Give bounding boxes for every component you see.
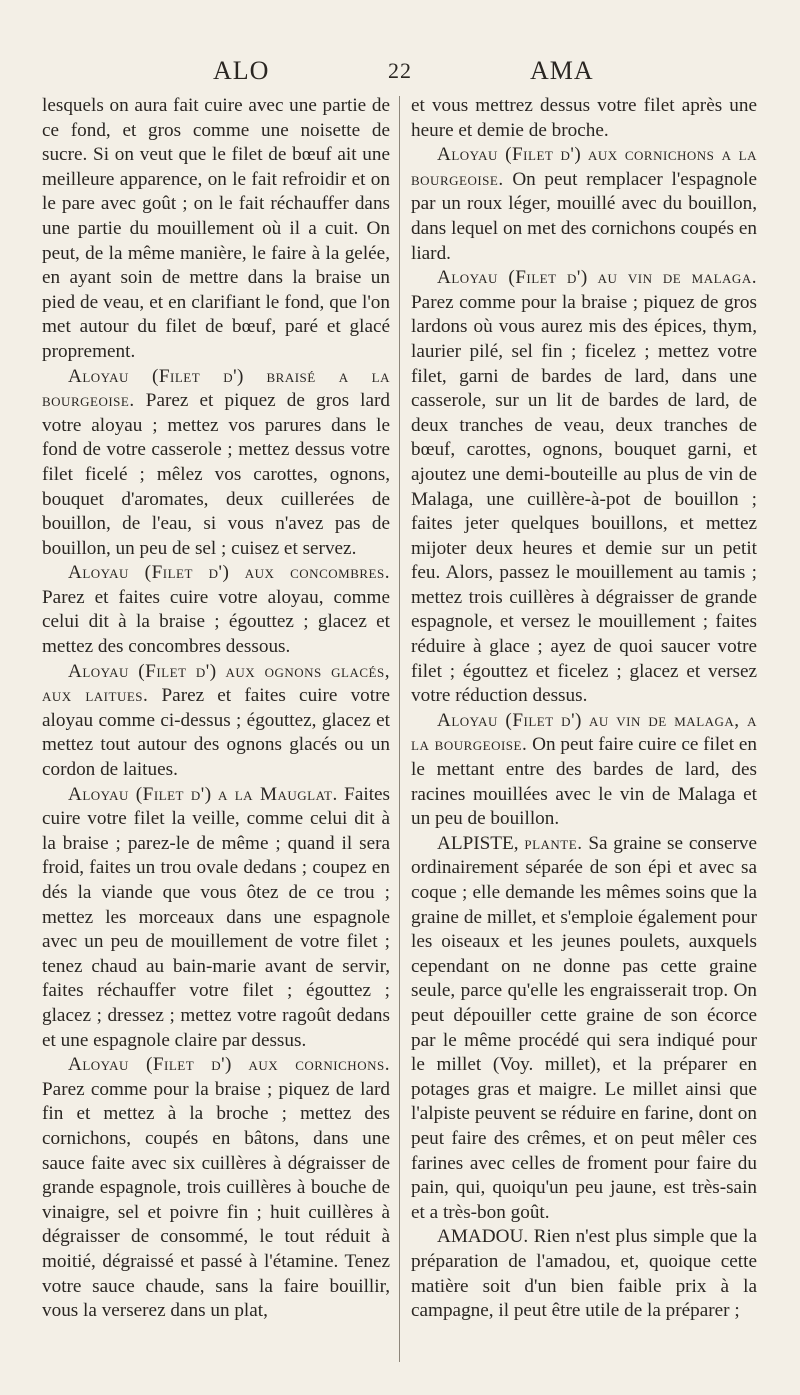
entry-text: On peut remplacer l'espagnole par un roux léger, mouillé avec du bouillon, dans lequel on met des cornichons coupés en liard. [411, 168, 757, 264]
running-head-left: ALO [213, 56, 270, 85]
entry [42, 783, 390, 1054]
entry-head: ALPISTE, [437, 832, 519, 854]
entry-head: Aloyau (Filet d') [68, 1054, 232, 1076]
entry-text: Rien n'est plus simple que la préparation de l'amadou, et, quoique cette matière soit d'un bien faible prix à la campagne, il peut être utile de la préparer ; [411, 1226, 757, 1322]
entry-subhead: au vin de malaga. [597, 267, 758, 289]
right-column [411, 94, 757, 1324]
paragraph-text: lesquels on aura fait cuire avec une partie de ce fond, et gros comme une noisette de sucre. Si on veut que le filet de bœuf ait une meilleure apparence, on le fait refroidir et on le pare avec goût ; on le fait réchauffer dans une partie du mouillement où il a cuit. On peut, de la même manière, le faire à la gelée, en ayant soin de mettre dans la braise un pied de veau, et en clarifiant le fond, que l'on met autour du filet de bœuf, paré et glacé proprement. [42, 95, 390, 362]
running-head [0, 56, 800, 86]
entry-head: Aloyau (Filet d') [437, 144, 582, 166]
entry [411, 266, 757, 709]
entry-subhead: braisé a la bourgeoise. [42, 365, 391, 412]
paragraph-text: et vous mettrez dessus votre filet après une heure et demie de broche. [411, 95, 757, 141]
entry-head: Aloyau (Filet d') [68, 660, 217, 682]
entry [411, 709, 757, 832]
entry-text: Faites cuire votre filet la veille, comme celui dit à la braise ; parez-le de même ; quand il sera froid, faites un trou ovale dedans ; coupez en dés la viande que vous ôtez de ce trou ; mettez les morceaux dans une espagnole avec un peu de mouillement de votre filet ; tenez chaud au bain-marie avant de servir, faites réchauffer votre filet ; égouttez ; glacez ; dressez ; mettez votre ragoût dedans et une espagnole claire par dessus. [42, 783, 391, 1051]
entry-head: AMADOU. [437, 1226, 529, 1248]
paragraph [42, 94, 390, 365]
entry [411, 832, 757, 1226]
entry-subhead: aux cornichons a la bourgeoise. [411, 144, 758, 190]
entry-subhead: aux concombres. [244, 562, 391, 584]
entry-head: Aloyau (Filet d') [437, 267, 588, 289]
entry-head: Aloyau (Filet d') [437, 709, 582, 731]
entry [42, 561, 390, 659]
entry-head: Aloyau (Filet d') [68, 562, 230, 584]
left-column [42, 94, 390, 1324]
entry-text: Parez comme pour la braise ; piquez de gros lardons où vous aurez mis des épices, thym, laurier pilé, sel fin ; ficelez ; mettez votre filet, garni de bardes de lard, dans une casserole, sur un lit de bardes de lard, de deux tranches de veau, deux tranches de bœuf, carottes, ognons, bouquet garni, et ajoutez une demi-bouteille au plus de vin de Malaga, une cuillère-à-pot de bouillon ; faites jeter quelques bouillons, et mettez mijoter deux heures et demie sur un petit feu. Alors, passez le mouillement au tamis ; mettez trois cuillères à dégraisser de grande espagnole, et versez le mouillement ; faites réduire à glace ; ayez de quoi saucer votre filet ; égouttez et ficelez ; glacez et versez votre réduction dessus. [411, 291, 757, 707]
entry-text: Parez et faites cuire votre aloyau comme ci-dessus ; égouttez, glacez et mettez tout autour des ognons glacés ou un cordon de laitues. [42, 685, 391, 781]
entry-text: Parez et faites cuire votre aloyau, comme celui dit à la braise ; égouttez ; glacez et mettez des concombres dessous. [42, 586, 390, 658]
entry-text: Parez et piquez de gros lard votre aloyau ; mettez vos parures dans le fond de votre casserole ; mettez dessus votre filet ficelé ; mêlez vos carottes, ognons, bouquet d'aromates, deux cuillerées de bouillon, de l'eau, si vous n'avez pas de bouillon, un peu de sel ; cuisez et servez. [42, 390, 391, 559]
entry [411, 1225, 757, 1323]
paragraph [411, 94, 757, 143]
entry [42, 365, 390, 562]
running-head-right: AMA [530, 56, 594, 85]
entry [411, 143, 757, 266]
entry-subhead: plante. [524, 832, 583, 854]
entry-text: Parez comme pour la braise ; piquez de lard fin et mettez à la broche ; mettez des cornichons, coupés en bâtons, dans une sauce faite avec six cuillères à dégraisser de grande espagnole, trois cuillères à bouche de vinaigre, sel et poivre fin ; huit cuillères à dégraisser de consommé, le tout réduit à moitié, dégraissé et passé à l'étamine. Tenez votre sauce chaude, sans la faire bouillir, vous la verserez dans un plat, [42, 1078, 390, 1322]
entry-subhead: a la Mauglat. [217, 783, 338, 805]
entry-subhead: au vin de malaga, a la bourgeoise. [411, 709, 758, 756]
entry [42, 1053, 390, 1324]
entry [42, 660, 390, 783]
entry-text: On peut faire cuire ce filet en le mettant entre des bardes de lard, des racines mouillées avec le vin de Malaga et un peu de bouillon. [411, 734, 757, 830]
entry-subhead: aux cornichons. [248, 1054, 390, 1076]
entry-subhead: aux ognons glacés, aux laitues. [42, 660, 390, 707]
entry-head: Aloyau (Filet d') [68, 783, 212, 805]
column-divider [399, 96, 400, 1362]
entry-text: Sa graine se conserve ordinairement séparée de son épi et avec sa coque ; elle demande les mêmes soins que la graine de millet, et s'emploie également pour les oiseaux et les jeunes poulets, auxquels cependant on ne donne pas cette graine seule, parce qu'elle les engraisserait trop. On peut dépouiller cette graine de son écorce par le même procédé qui sera indiqué pour le millet (Voy. millet), et la préparer en potages gras et maigre. Le millet ainsi que l'alpiste peuvent se réduire en farine, dont on peut faire des crêmes, et on peut mêler ces farines avec celles de froment pour faire du pain, qui, quoiqu'un peu jaune, est très-sain et a très-bon goût. [411, 832, 758, 1223]
page-number: 22 [388, 58, 412, 83]
entry-head: Aloyau (Filet d') [68, 365, 244, 387]
